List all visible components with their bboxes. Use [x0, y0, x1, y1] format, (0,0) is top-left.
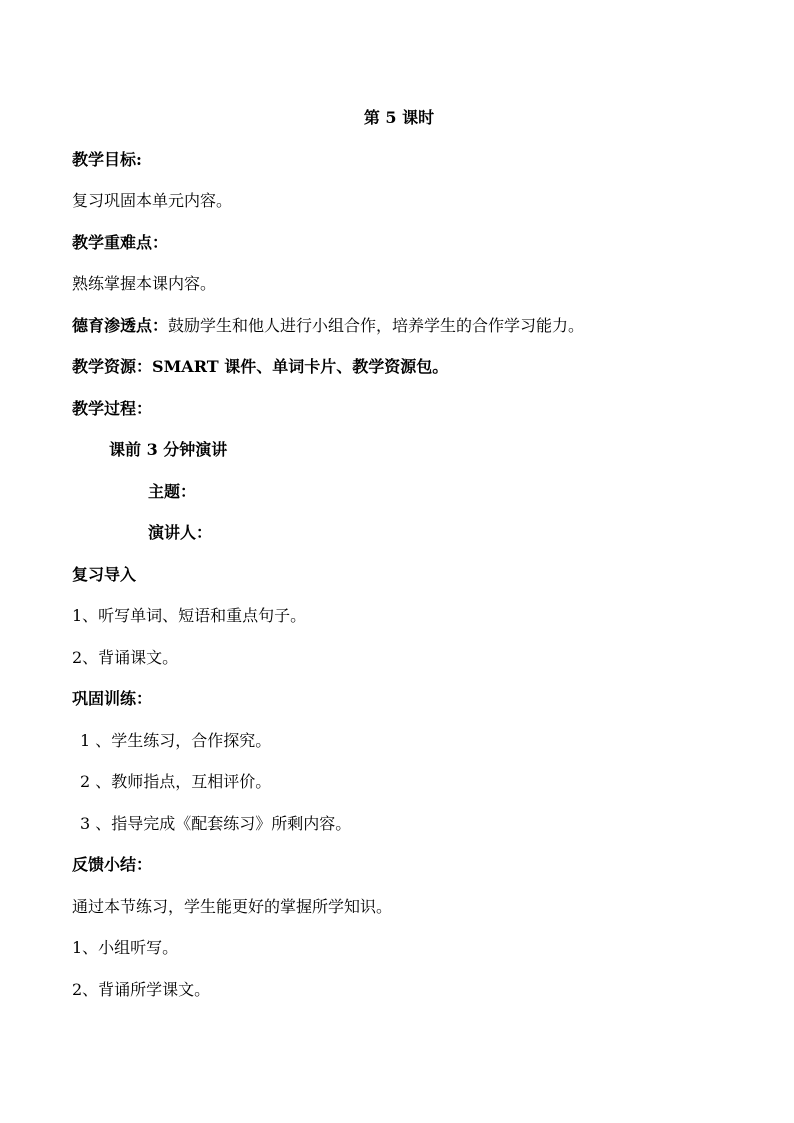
objective-heading: 教学目标: — [72, 149, 142, 169]
speech-heading: 课前 3 分钟演讲 — [109, 440, 228, 459]
moral-heading: 德育渗透点： — [72, 315, 169, 335]
difficulty-heading: 教学重难点： — [72, 232, 169, 252]
resources-text: SMART 课件、单词卡片、教学资源包。 — [152, 357, 449, 376]
moral-paragraph — [72, 312, 722, 354]
resources-paragraph — [72, 353, 722, 395]
process-heading: 教学过程： — [72, 398, 153, 418]
page-title: 第 5 课时 — [363, 108, 435, 127]
review-item: 1、听写单词、短语和重点句子。 — [72, 606, 307, 625]
practice-item: 3 、指导完成《配套练习》所剩内容。 — [80, 813, 352, 833]
practice-item: 1 、学生练习，合作探究。 — [80, 730, 272, 750]
practice-heading: 巩固训练： — [72, 689, 153, 708]
summary-item: 2、背诵所学课文。 — [72, 979, 211, 999]
speech-speaker: 演讲人： — [148, 523, 213, 542]
difficulty-text: 熟练掌握本课内容。 — [72, 274, 217, 293]
moral-text: 鼓励学生和他人进行小组合作，培养学生的合作学习能力。 — [168, 315, 585, 335]
review-item: 2、背诵课文。 — [72, 647, 179, 667]
objective-text: 复习巩固本单元内容。 — [72, 191, 233, 210]
review-heading: 复习导入 — [72, 564, 137, 584]
speech-topic: 主题： — [148, 481, 197, 501]
resources-heading: 教学资源： — [72, 357, 153, 376]
summary-heading: 反馈小结： — [72, 855, 153, 874]
summary-text: 通过本节练习，学生能更好的掌握所学知识。 — [72, 896, 393, 916]
practice-item: 2 、教师指点，互相评价。 — [80, 772, 272, 791]
summary-item: 1、小组听写。 — [72, 938, 179, 957]
